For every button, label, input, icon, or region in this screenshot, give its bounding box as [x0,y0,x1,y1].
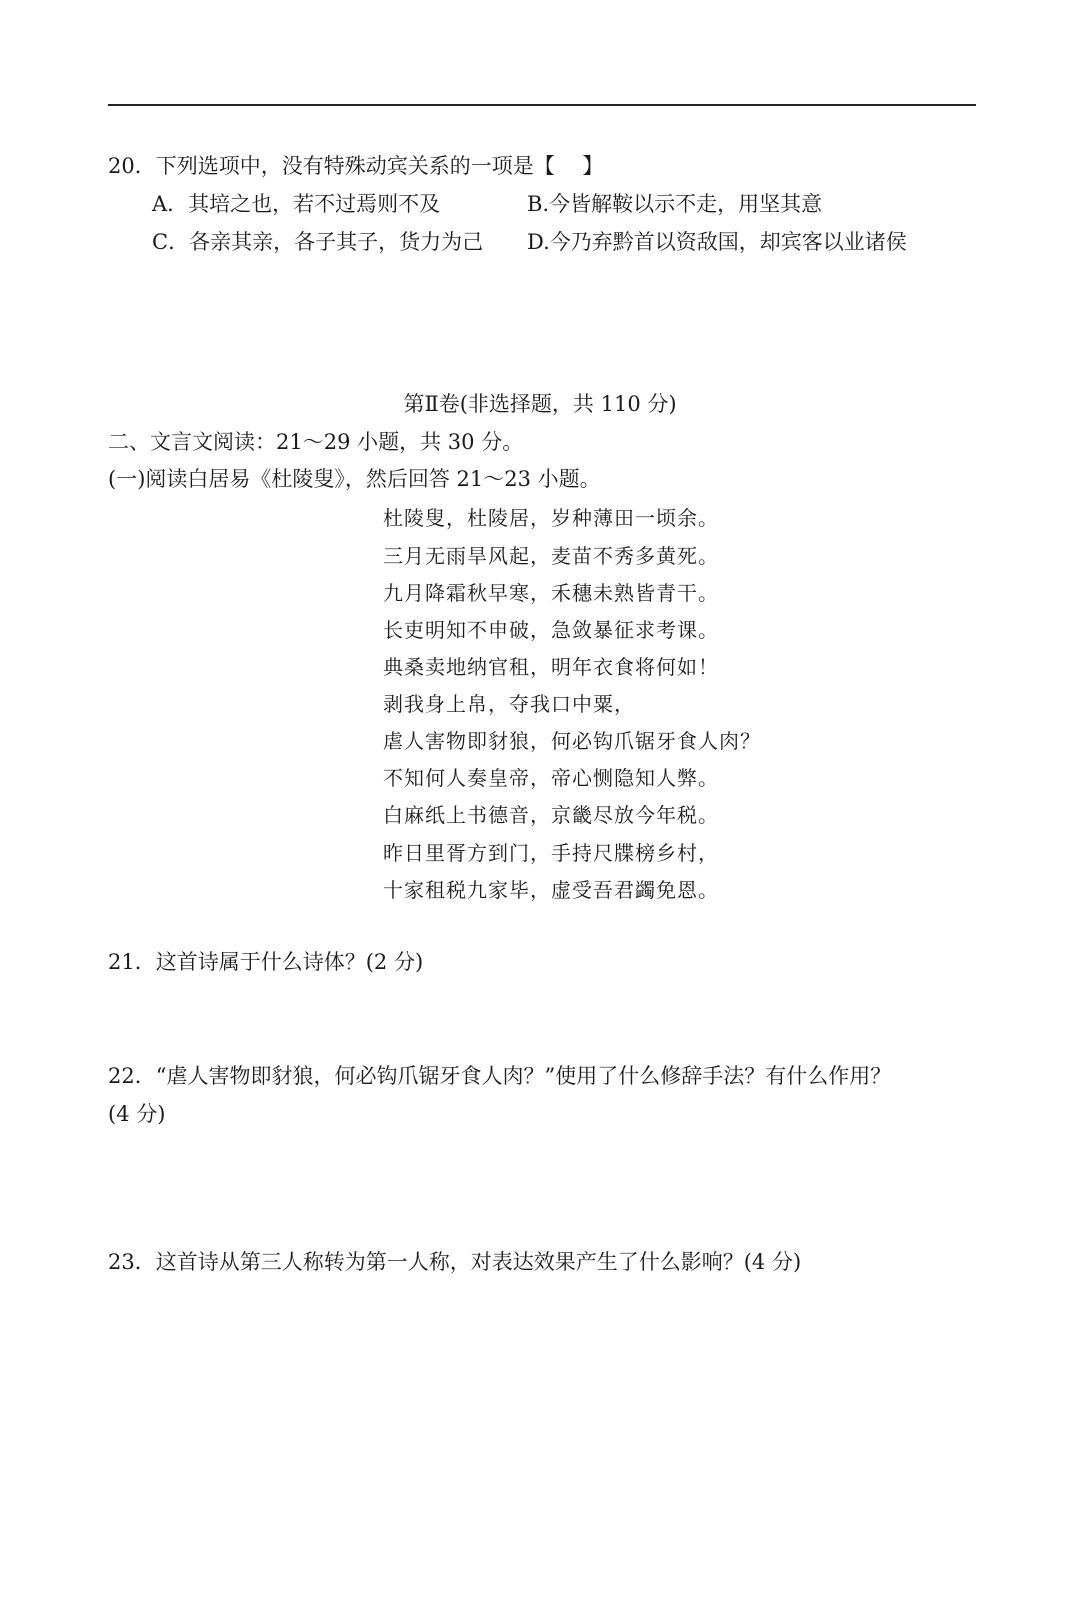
poem-line: 杜陵叟，杜陵居，岁种薄田一顷余。 [383,506,719,530]
poem-line: 九月降霜秋早寒，禾穗未熟皆青干。 [383,581,719,605]
poem-line: 典桑卖地纳官租，明年衣食将何如！ [383,655,719,679]
poem-line: 剥我身上帛，夺我口中粟， [383,692,635,716]
poem-line: 三月无雨旱风起，麦苗不秀多黄死。 [383,544,719,568]
reading-intro: (一)阅读白居易《杜陵叟》，然后回答 21～23 小题。 [108,467,601,491]
question-21: 21．这首诗属于什么诗体？(2 分) [108,950,424,974]
part-2-title: 第Ⅱ卷(非选择题，共 110 分) [403,392,677,416]
question-23: 23．这首诗从第三人称转为第一人称，对表达效果产生了什么影响？(4 分) [108,1250,802,1274]
poem-line: 白麻纸上书德音，京畿尽放今年税。 [383,803,719,827]
poem-line: 长吏明知不申破，急敛暴征求考课。 [383,618,719,642]
poem-line: 昨日里胥方到门，手持尺牒榜乡村， [383,841,719,865]
question-22-line-1: 22．“虐人害物即豺狼，何必钩爪锯牙食人肉？”使用了什么修辞手法？有什么作用？ [108,1064,892,1088]
section-heading: 二、文言文阅读：21～29 小题，共 30 分。 [108,430,524,454]
question-20-option-a: A．其培之也，若不过焉则不及 [152,192,441,216]
question-20-option-c: C．各亲其亲，各子其子，货力为己 [152,230,484,254]
poem-line: 十家租税九家毕，虚受吾君蠲免恩。 [383,878,719,902]
question-20-option-d: D.今乃弃黔首以资敌国，却宾客以业诸侯 [527,230,907,254]
header-rule [108,104,976,106]
question-20-stem: 20．下列选项中，没有特殊动宾关系的一项是【 】 [108,154,604,178]
poem-line: 不知何人奏皇帝，帝心恻隐知人弊。 [383,766,719,790]
question-20-option-b: B.今皆解鞍以示不走，用坚其意 [527,192,823,216]
question-22-line-2: (4 分) [108,1102,166,1126]
poem-line: 虐人害物即豺狼，何必钩爪锯牙食人肉？ [383,729,761,753]
